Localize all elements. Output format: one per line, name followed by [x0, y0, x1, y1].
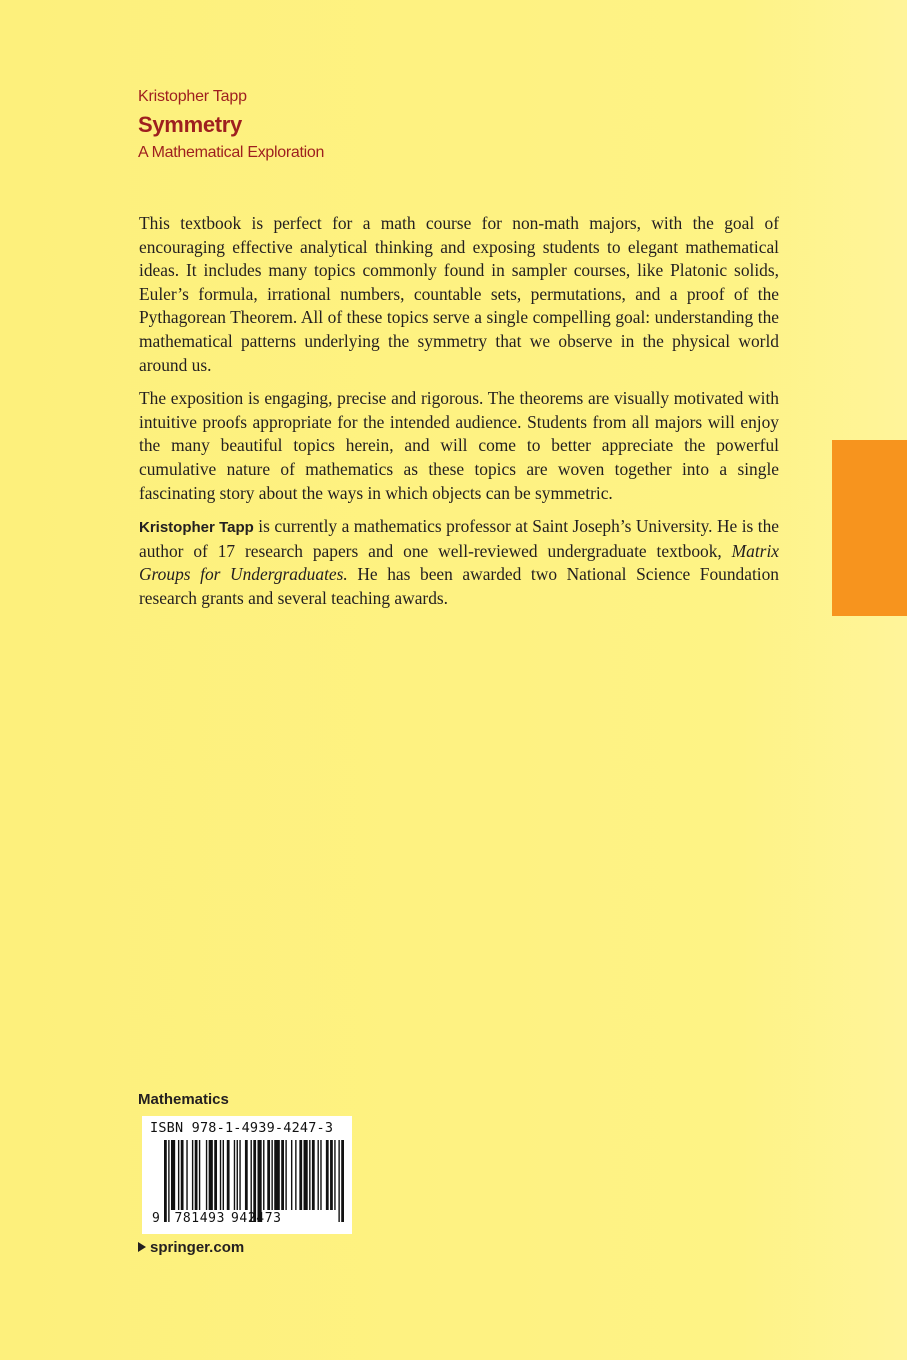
cover-header [138, 86, 324, 164]
barcode-bar [295, 1140, 296, 1210]
website-label: springer.com [150, 1239, 245, 1256]
barcode-bar [220, 1140, 221, 1210]
barcode-bar [251, 1140, 252, 1222]
arrow-right-icon [138, 1242, 146, 1252]
author-bio [139, 515, 779, 610]
barcode-bar [263, 1140, 264, 1210]
barcode-bar [317, 1140, 318, 1210]
barcode-bar [186, 1140, 187, 1210]
barcode-bar [195, 1140, 198, 1210]
barcode-bar [330, 1140, 333, 1210]
barcode-bar [181, 1140, 184, 1210]
barcode-bar [267, 1140, 270, 1210]
ean-right-group: 942473 [231, 1211, 282, 1226]
barcode-bar [326, 1140, 329, 1210]
ean-first-digit: 9 [152, 1211, 161, 1226]
barcode-bar [309, 1140, 310, 1210]
author-name: Kristopher Tapp [138, 88, 247, 105]
barcode-bar [281, 1140, 284, 1210]
bio-author-name: Kristopher Tapp [139, 519, 254, 537]
barcode-bar [257, 1140, 261, 1222]
barcode-bar [214, 1140, 217, 1210]
bio-text-after: He has been awarded two National Science Foundation research grants and several teaching awards. [139, 564, 779, 608]
orange-side-tab [832, 440, 907, 616]
barcode-bar [168, 1140, 169, 1222]
barcode-bars [164, 1140, 344, 1222]
barcode-bar [171, 1140, 175, 1210]
barcode-bar [234, 1140, 235, 1210]
book-subtitle: A Mathematical Exploration [138, 144, 325, 161]
isbn-label: ISBN 978-1-4939-4247-3 [150, 1120, 334, 1136]
barcode-bar [304, 1140, 308, 1210]
barcode-bar [253, 1140, 256, 1222]
book-title: Symmetry [138, 112, 242, 137]
barcode-bar [320, 1140, 321, 1210]
barcode-bar [271, 1140, 272, 1210]
barcode-bar [239, 1140, 240, 1210]
subject-category: Mathematics [138, 1091, 229, 1108]
barcode-bar [227, 1140, 230, 1210]
barcode-bar [334, 1140, 335, 1210]
ean-left-group: 781493 [174, 1211, 225, 1226]
bio-book-title: Matrix Groups for Undergraduates. [139, 540, 779, 585]
blurb-paragraph-1: This textbook is perfect for a math course for non-math majors, with the goal of encouraging effective analytical thinking and exposing students to elegant mathematical ideas. It includes many topics commonly found in sampler courses, like Platonic solids, Euler’s formula, irrational numbers, countable sets, permutations, and a proof of the Pythagorean Theorem. All of these topics serve a single compelling goal: understanding the mathematical patterns underlying the symmetry that we observe in the physical world around us. [139, 213, 779, 375]
barcode-bar [237, 1140, 238, 1210]
barcode-bar [164, 1140, 167, 1222]
barcode-bar [206, 1140, 207, 1210]
bio-text-before: is currently a mathematics professor at Saint Joseph’s University. He is the author of 17 research papers and one well-reviewed undergraduate textbook, [139, 516, 779, 561]
ean-digits [152, 1211, 348, 1226]
barcode-bar [341, 1140, 344, 1222]
barcode-bar [209, 1140, 213, 1210]
barcode-bar [285, 1140, 286, 1210]
barcode-bar [312, 1140, 315, 1210]
barcode-bar [178, 1140, 179, 1210]
publisher-website[interactable] [138, 1239, 244, 1256]
barcode-bar [338, 1140, 339, 1222]
blurb [139, 212, 779, 621]
barcode-bar [245, 1140, 248, 1210]
barcode-bar [223, 1140, 224, 1210]
blurb-paragraph-2: The exposition is engaging, precise and rigorous. The theorems are visually motivated with intuitive proofs appropriate for the intended audience. Students from all majors will enjoy the many beautiful topics herein, and will come to better appreciate the powerful cumulative nature of mathematics as these topics are woven together into a single fascinating story about the ways in which objects can be symmetric. [139, 388, 779, 503]
barcode-bar [291, 1140, 292, 1210]
barcode-bar [199, 1140, 200, 1210]
isbn-barcode [142, 1116, 352, 1234]
barcode-bar [274, 1140, 280, 1210]
barcode-bar [192, 1140, 193, 1210]
barcode-bar [299, 1140, 302, 1210]
